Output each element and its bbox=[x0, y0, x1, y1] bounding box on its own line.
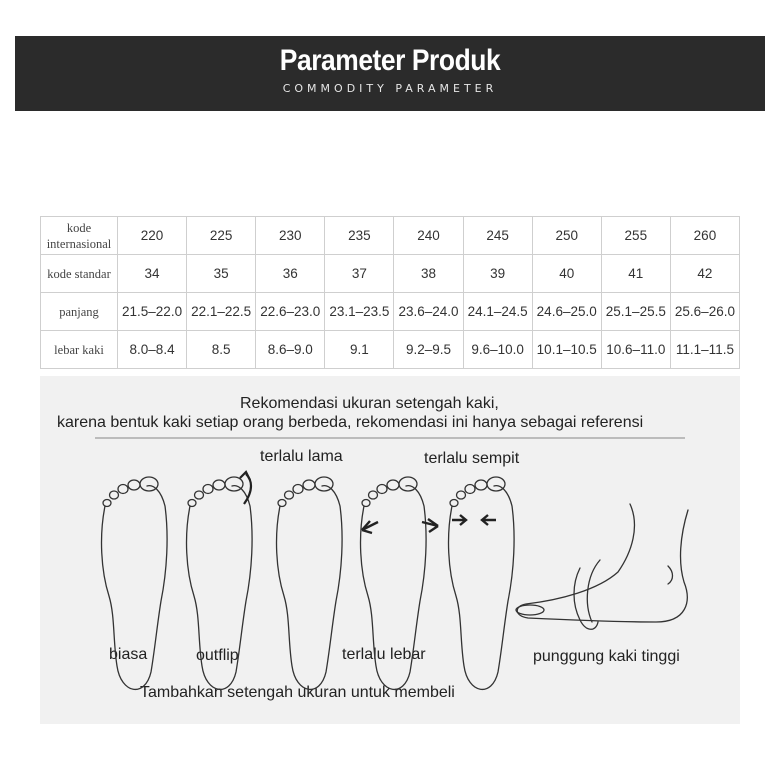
table-cell: 38 bbox=[394, 255, 463, 293]
table-cell: 225 bbox=[187, 217, 256, 255]
table-cell: 11.1–11.5 bbox=[670, 331, 739, 369]
foot-narrow-icon bbox=[449, 477, 515, 689]
row-label: kode internasional bbox=[41, 217, 118, 255]
table-cell: 40 bbox=[532, 255, 601, 293]
table-cell: 255 bbox=[601, 217, 670, 255]
table-cell: 235 bbox=[325, 217, 394, 255]
table-cell: 23.1–23.5 bbox=[325, 293, 394, 331]
table-cell: 8.0–8.4 bbox=[118, 331, 187, 369]
table-cell: 25.6–26.0 bbox=[670, 293, 739, 331]
table-cell: 41 bbox=[601, 255, 670, 293]
foot-illustrations bbox=[40, 376, 740, 724]
row-length bbox=[41, 293, 740, 331]
foot-high-instep-icon bbox=[516, 504, 688, 629]
table-cell: 21.5–22.0 bbox=[118, 293, 187, 331]
page-subtitle: COMMODITY PARAMETER bbox=[282, 82, 498, 95]
guide-line-1: Rekomendasi ukuran setengah kaki, bbox=[240, 395, 499, 412]
header-banner bbox=[15, 36, 765, 111]
table-cell: 22.6–23.0 bbox=[256, 293, 325, 331]
guide-line-2: karena bentuk kaki setiap orang berbeda, rekomendasi ini hanya sebagai referensi bbox=[57, 414, 644, 431]
label-long-toe: terlalu lama bbox=[260, 448, 343, 465]
label-narrow: terlalu sempit bbox=[424, 450, 520, 467]
table-cell: 9.6–10.0 bbox=[463, 331, 532, 369]
row-label: lebar kaki bbox=[41, 331, 118, 369]
table-cell: 10.1–10.5 bbox=[532, 331, 601, 369]
table-cell: 230 bbox=[256, 217, 325, 255]
table-cell: 245 bbox=[463, 217, 532, 255]
row-label: panjang bbox=[41, 293, 118, 331]
table-cell: 23.6–24.0 bbox=[394, 293, 463, 331]
table-cell: 39 bbox=[463, 255, 532, 293]
table-cell: 260 bbox=[670, 217, 739, 255]
label-outflip: outflip bbox=[196, 647, 239, 664]
table-cell: 36 bbox=[256, 255, 325, 293]
table-cell: 8.6–9.0 bbox=[256, 331, 325, 369]
table-cell: 240 bbox=[394, 217, 463, 255]
table-cell: 9.1 bbox=[325, 331, 394, 369]
foot-normal-icon bbox=[102, 477, 168, 689]
table-cell: 37 bbox=[325, 255, 394, 293]
table-cell: 34 bbox=[118, 255, 187, 293]
row-label: kode standar bbox=[41, 255, 118, 293]
foot-outflip-icon bbox=[187, 472, 253, 689]
page-title: Parameter Produk bbox=[279, 44, 501, 77]
table-cell: 220 bbox=[118, 217, 187, 255]
size-table bbox=[40, 216, 740, 369]
table-cell: 9.2–9.5 bbox=[394, 331, 463, 369]
guide-footer: Tambahkan setengah ukuran untuk membeli bbox=[140, 684, 455, 701]
foot-guide-panel bbox=[40, 376, 740, 724]
table-cell: 8.5 bbox=[187, 331, 256, 369]
table-cell: 10.6–11.0 bbox=[601, 331, 670, 369]
label-wide: terlalu lebar bbox=[342, 646, 426, 663]
label-high-instep: punggung kaki tinggi bbox=[533, 648, 680, 665]
table-cell: 35 bbox=[187, 255, 256, 293]
row-international-code bbox=[41, 217, 740, 255]
table-cell: 22.1–22.5 bbox=[187, 293, 256, 331]
foot-wide-icon bbox=[361, 477, 438, 689]
table-cell: 25.1–25.5 bbox=[601, 293, 670, 331]
table-cell: 24.1–24.5 bbox=[463, 293, 532, 331]
label-normal: biasa bbox=[109, 646, 148, 663]
foot-long-toe-icon bbox=[277, 477, 343, 689]
table-cell: 250 bbox=[532, 217, 601, 255]
table-cell: 24.6–25.0 bbox=[532, 293, 601, 331]
row-standard-code bbox=[41, 255, 740, 293]
table-cell: 42 bbox=[670, 255, 739, 293]
row-width bbox=[41, 331, 740, 369]
